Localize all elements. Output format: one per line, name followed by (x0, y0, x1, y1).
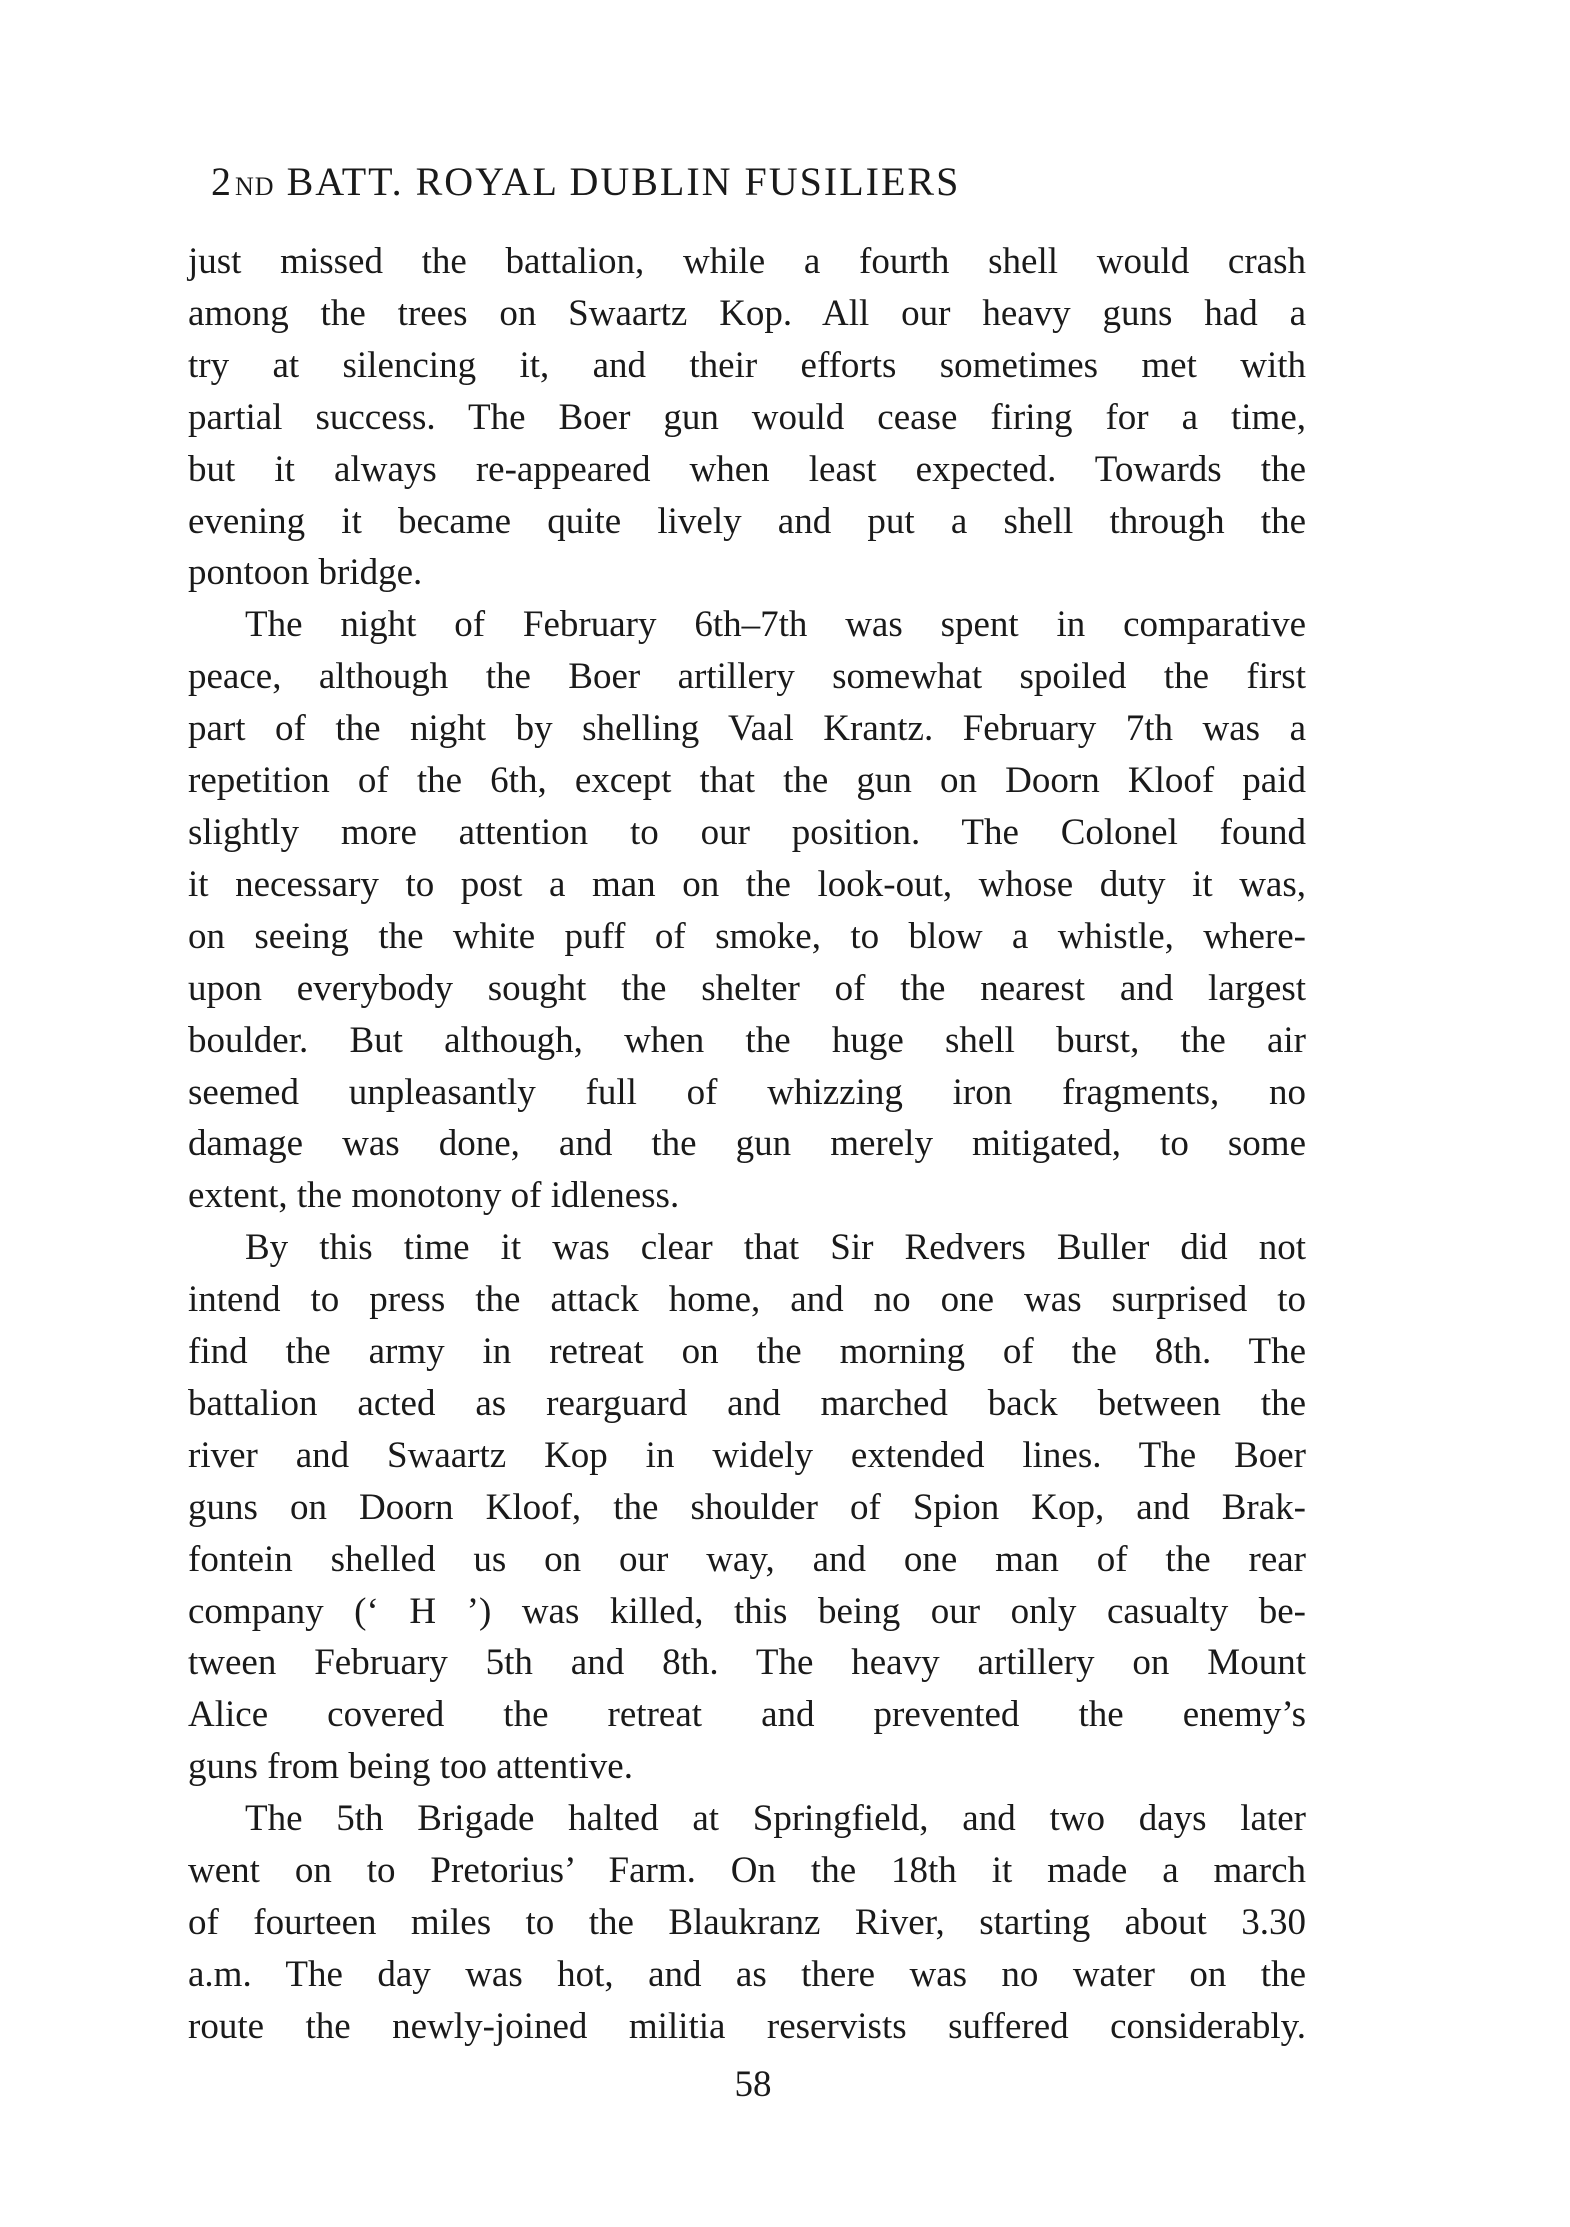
text-line: repetition of the 6th, except that the gun on Doorn Kloof paid (188, 760, 1306, 802)
text-line: boulder. But although, when the huge shell burst, the air (188, 1019, 1306, 1061)
text-line: but it always re-appeared when least expected. Towards the (188, 448, 1306, 490)
text-line: damage was done, and the gun merely mitigated, to some (188, 1123, 1306, 1165)
text-line: peace, although the Boer artillery somewhat spoiled the first (188, 656, 1306, 698)
text-line: on seeing the white puff of smoke, to blow a whistle, where- (188, 915, 1306, 957)
text-line: battalion acted as rearguard and marched back between the (188, 1382, 1306, 1424)
text-line: part of the night by shelling Vaal Krantz. February 7th was a (188, 708, 1306, 750)
page-number: 58 (734, 2063, 772, 2105)
text-line: pontoon bridge. (188, 552, 423, 594)
text-line: river and Swaartz Kop in widely extended lines. The Boer (188, 1434, 1306, 1476)
running-header (211, 158, 1211, 211)
text-line: guns on Doorn Kloof, the shoulder of Spion Kop, and Brak- (188, 1486, 1306, 1528)
header-title: BATT. ROYAL DUBLIN FUSILIERS (286, 159, 961, 204)
text-line: intend to press the attack home, and no one was surprised to (188, 1279, 1306, 1321)
text-line: evening it became quite lively and put a shell through the (188, 500, 1306, 542)
text-line: extent, the monotony of idleness. (188, 1175, 680, 1217)
text-line: slightly more attention to our position. The Colonel found (188, 811, 1306, 853)
text-line: The 5th Brigade halted at Springfield, and two days later (245, 1798, 1306, 1840)
text-line: try at silencing it, and their efforts sometimes met with (188, 344, 1306, 386)
body-text (188, 236, 1306, 2053)
text-line: among the trees on Swaartz Kop. All our heavy guns had a (188, 292, 1306, 334)
text-line: partial success. The Boer gun would cease firing for a time, (188, 396, 1306, 438)
text-line: went on to Pretorius’ Farm. On the 18th it made a march (188, 1850, 1306, 1892)
header-ordinal-number: 2 (211, 159, 233, 204)
text-line: tween February 5th and 8th. The heavy artillery on Mount (188, 1642, 1306, 1684)
text-line: By this time it was clear that Sir Redvers Buller did not (245, 1227, 1306, 1269)
text-line: upon everybody sought the shelter of the nearest and largest (188, 967, 1306, 1009)
text-line: guns from being too attentive. (188, 1746, 633, 1788)
page-content (188, 236, 1306, 2107)
text-line: The night of February 6th–7th was spent in comparative (245, 604, 1306, 646)
text-line: a.m. The day was hot, and as there was no water on the (188, 1953, 1306, 1995)
text-line: Alice covered the retreat and prevented the enemy’s (188, 1694, 1306, 1736)
text-line: of fourteen miles to the Blaukranz River, starting about 3.30 (188, 1902, 1306, 1943)
header-ordinal-suffix: ND (235, 172, 275, 201)
text-line: route the newly-joined militia reservists suffered considerably. (188, 2005, 1306, 2047)
text-line: fontein shelled us on our way, and one man of the rear (188, 1538, 1306, 1580)
text-line: it necessary to post a man on the look-out, whose duty it was, (188, 863, 1306, 905)
text-line: just missed the battalion, while a fourth shell would crash (188, 241, 1306, 282)
text-line: find the army in retreat on the morning of the 8th. The (188, 1331, 1306, 1373)
text-line: seemed unpleasantly full of whizzing iron fragments, no (188, 1071, 1306, 1113)
page-number-row (188, 2063, 1306, 2107)
text-line: company (‘ H ’) was killed, this being our only casualty be- (188, 1590, 1306, 1632)
